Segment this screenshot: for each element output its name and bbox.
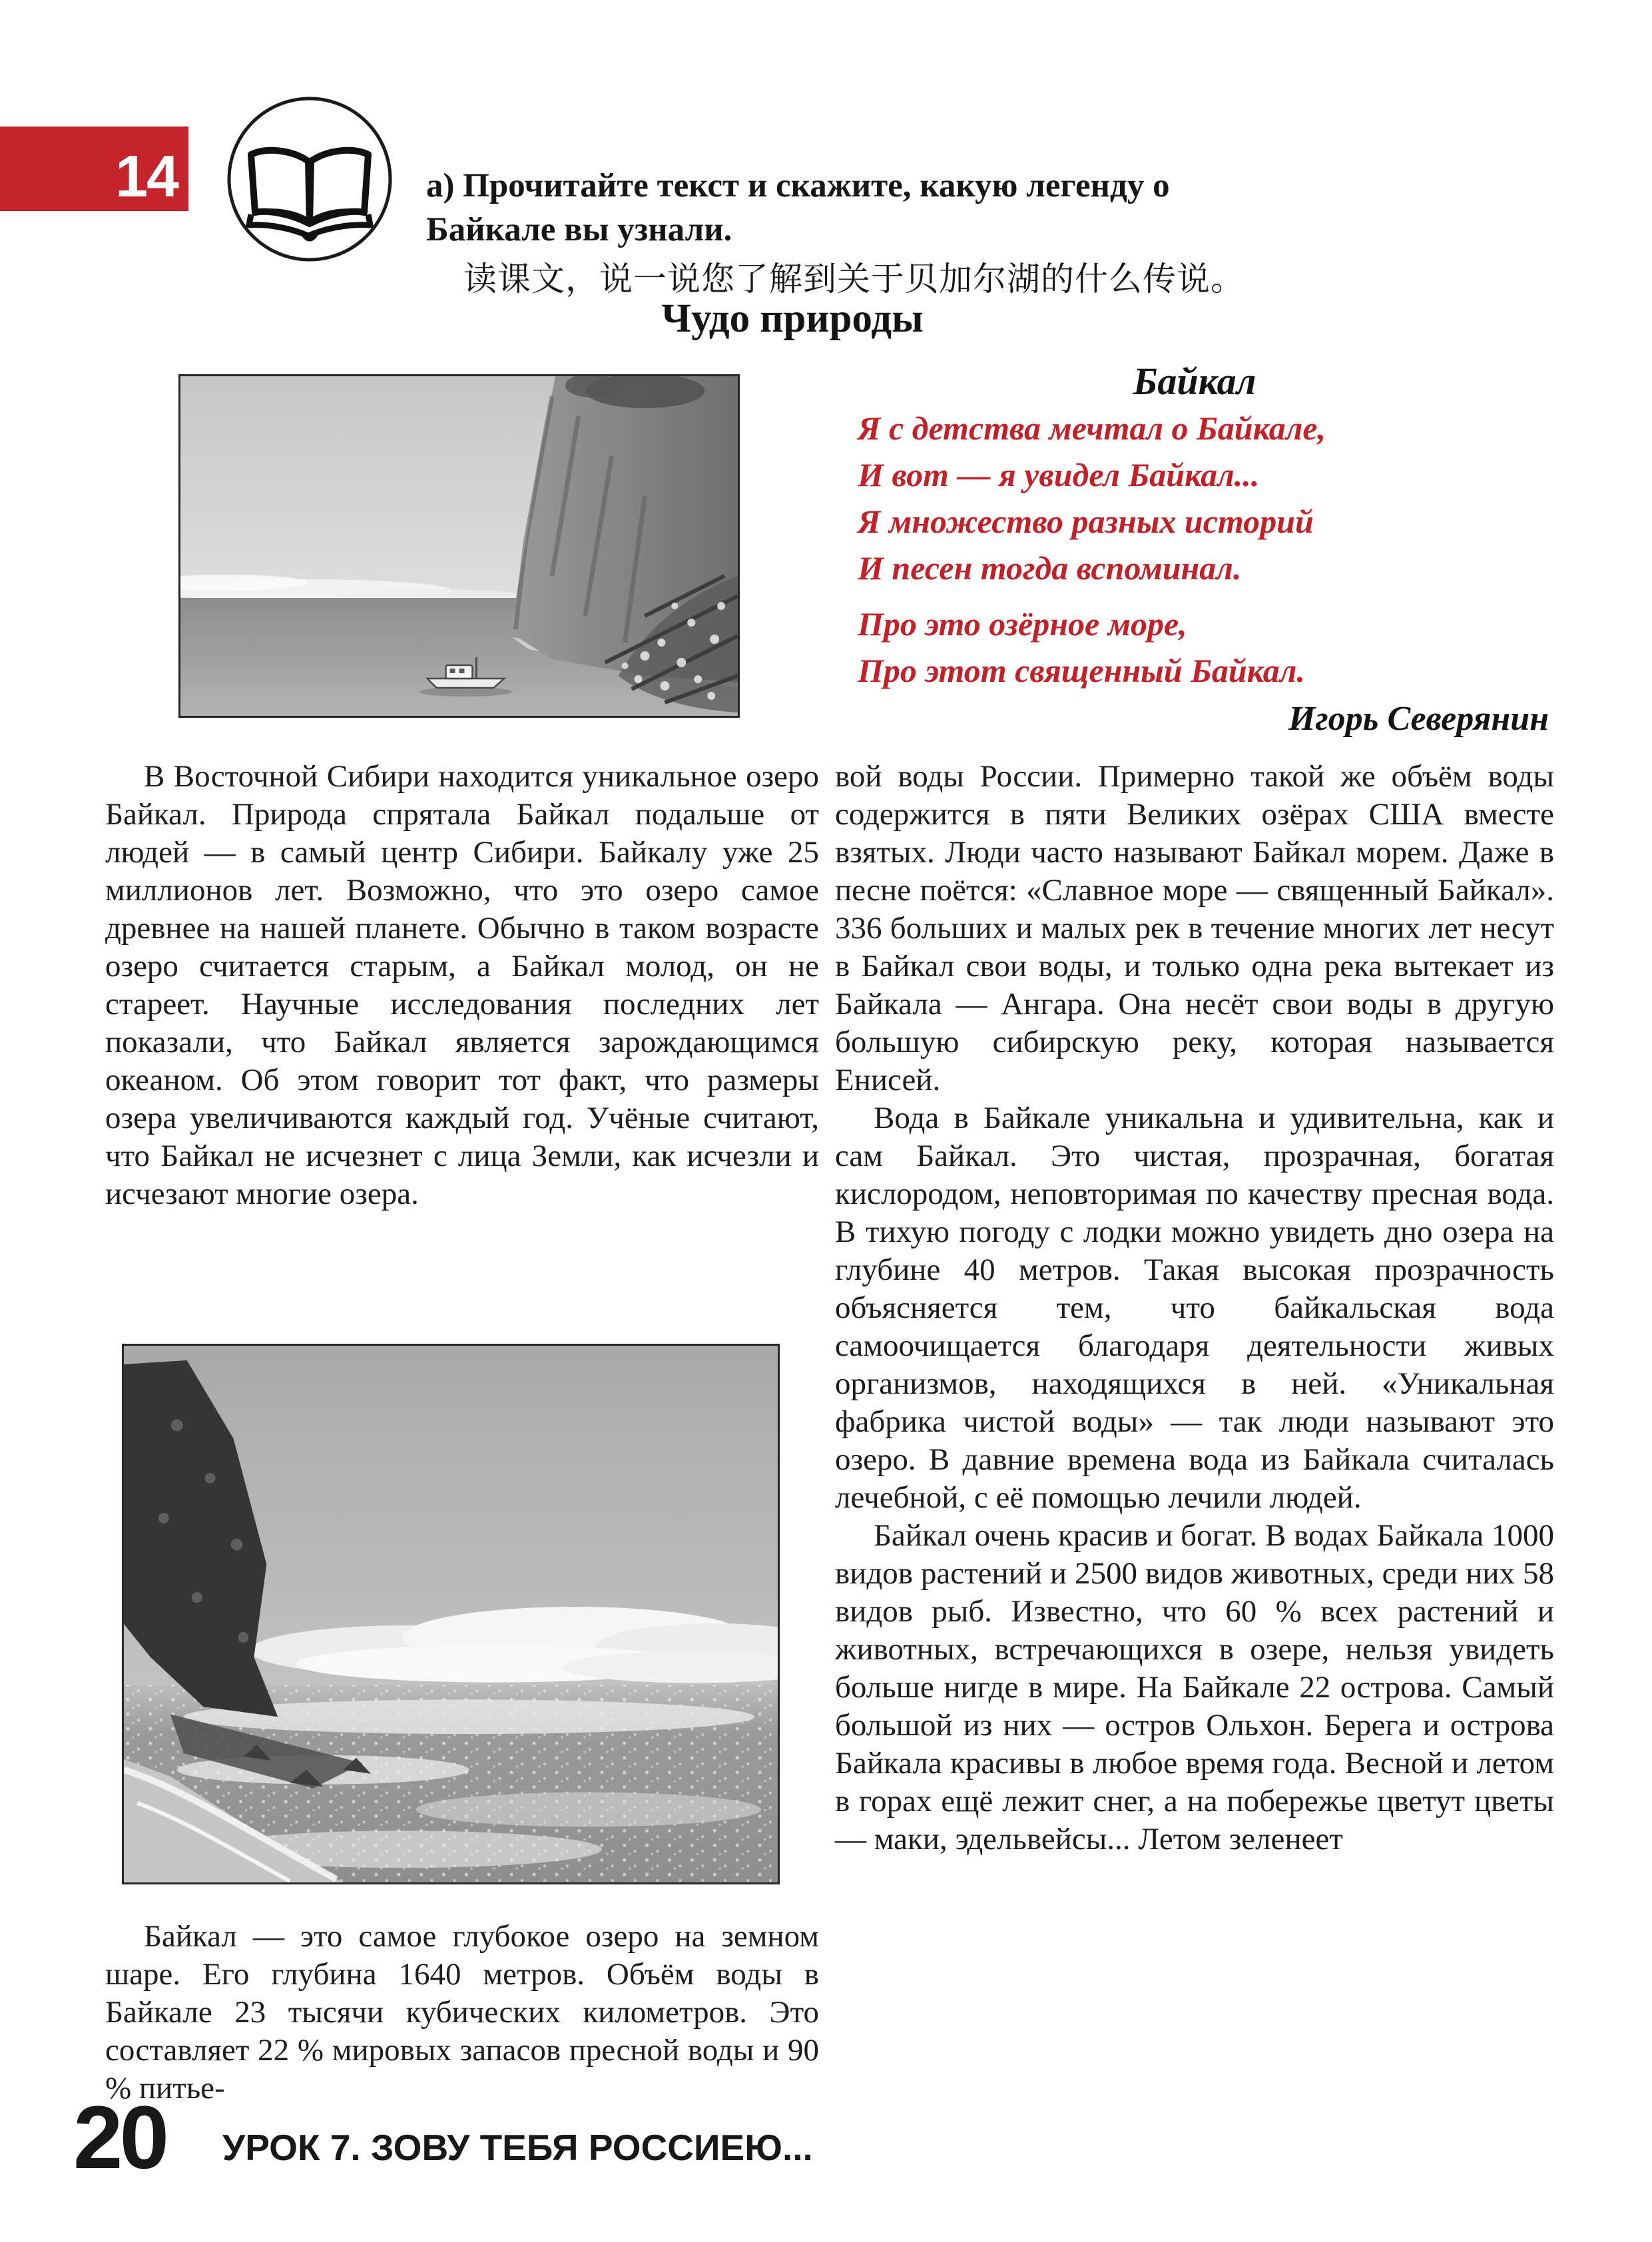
baikal-cliff-photo-art — [180, 376, 738, 716]
poem-author: Игорь Северянин — [1288, 700, 1549, 738]
poem-line: Я множество разных историй — [858, 503, 1314, 540]
task-line-2: Байкале вы узнали. — [426, 211, 732, 248]
baikal-shore-photo-art — [124, 1346, 778, 1882]
unit-number-band — [0, 127, 188, 211]
poem — [834, 358, 1555, 738]
open-book-icon — [224, 93, 396, 265]
paragraph: вой воды России. Примерно такой же объём воды содержится в пяти Великих озёрах США вместе взятых. Люди часто называют Байкал морем. Даже в песне поётся: «Славное море — священный Байкал». 336 больших и малых рек в течение многих лет несут в Байкал свои воды, и только одна река вытекает из Байкала — Ангара. Она несёт свои воды в другую большую сибирскую реку, которая называется Енисей. — [835, 759, 1554, 1097]
task-line-1: а) Прочитайте текст и скажите, какую легенду о — [426, 167, 1170, 204]
baikal-shore-photo — [122, 1344, 780, 1884]
poem-line: Про это озёрное море, — [858, 605, 1187, 643]
paragraph: Байкал — это самое глубокое озеро на земном шаре. Его глубина 1640 метров. Объём воды в Байкале 23 тысячи кубических километров. Это составляет 22 % мировых запасов пресной воды и 90 % питье- — [105, 1919, 819, 2105]
poem-line: И вот — я увидел Байкал... — [858, 456, 1260, 493]
paragraph: Вода в Байкале уникальна и удивительна, как и сам Байкал. Это чистая, прозрачная, богатая кислородом, неповторимая по качеству пресная вода. В тихую погоду с лодки можно увидеть дно озера на глубине 40 метров. Такая высокая прозрачность объясняется тем, что байкальская вода самоочищается благодаря деятельности живых организмов, находящихся в ней. «Уникальная фабрика чистой воды» — так люди называют это озеро. В давние времена вода из Байкала считалась лечебной, с её помощью лечили людей. — [835, 1101, 1554, 1515]
unit-number: 14 — [115, 143, 178, 209]
poem-title: Байкал — [1133, 360, 1256, 403]
article-left-column — [105, 758, 819, 1213]
task-instruction — [426, 164, 1292, 300]
lesson-footer: УРОК 7. ЗОВУ ТЕБЯ РОССИЕЮ... — [222, 2127, 813, 2168]
poem-line: Я с детства мечтал о Байкале, — [858, 410, 1326, 447]
paragraph: В Восточной Сибири находится уникальное озеро Байкал. Природа спрятала Байкал подальше от людей — в самый центр Сибири. Байкалу уже 25 миллионов лет. Возможно, что это озеро самое древнее на нашей планете. Обычно в таком возрасте озеро считается старым, а Байкал молод, он не стареет. Научные исследования последних лет показали, что Байкал является зарождающимся океаном. Об этом говорит тот факт, что размеры озера увеличиваются каждый год. Учёные считают, что Байкал не исчезнет с лица Земли, как исчезли и исчезают многие озера. — [105, 759, 819, 1211]
baikal-cliff-photo — [178, 374, 740, 718]
task-line-chinese: 读课文，说一说您了解到关于贝加尔湖的什么传说。 — [463, 260, 1244, 298]
article-right-column — [835, 758, 1554, 1858]
article-left-column-bottom — [105, 1918, 819, 2107]
paragraph: Байкал очень красив и богат. В водах Байкала 1000 видов растений и 2500 видов животных, среди них 58 видов рыб. Известно, что 60 % всех растений и животных, встречающихся в озере, нельзя увидеть больше нигде в мире. На Байкале 22 острова. Самый большой из них — остров Ольхон. Берега и острова Байкала красивы в любое время года. Весной и летом в горах ещё лежит снег, а на побережье цветут цветы — маки, эдельвейсы... Летом зеленеет — [835, 1518, 1554, 1856]
poem-line: Про этот священный Байкал. — [858, 652, 1305, 689]
reading-task-badge — [224, 93, 396, 265]
article-title: Чудо природы — [661, 296, 924, 341]
poem-line: И песен тогда вспоминал. — [858, 549, 1242, 587]
page-number: 20 — [73, 2088, 166, 2187]
